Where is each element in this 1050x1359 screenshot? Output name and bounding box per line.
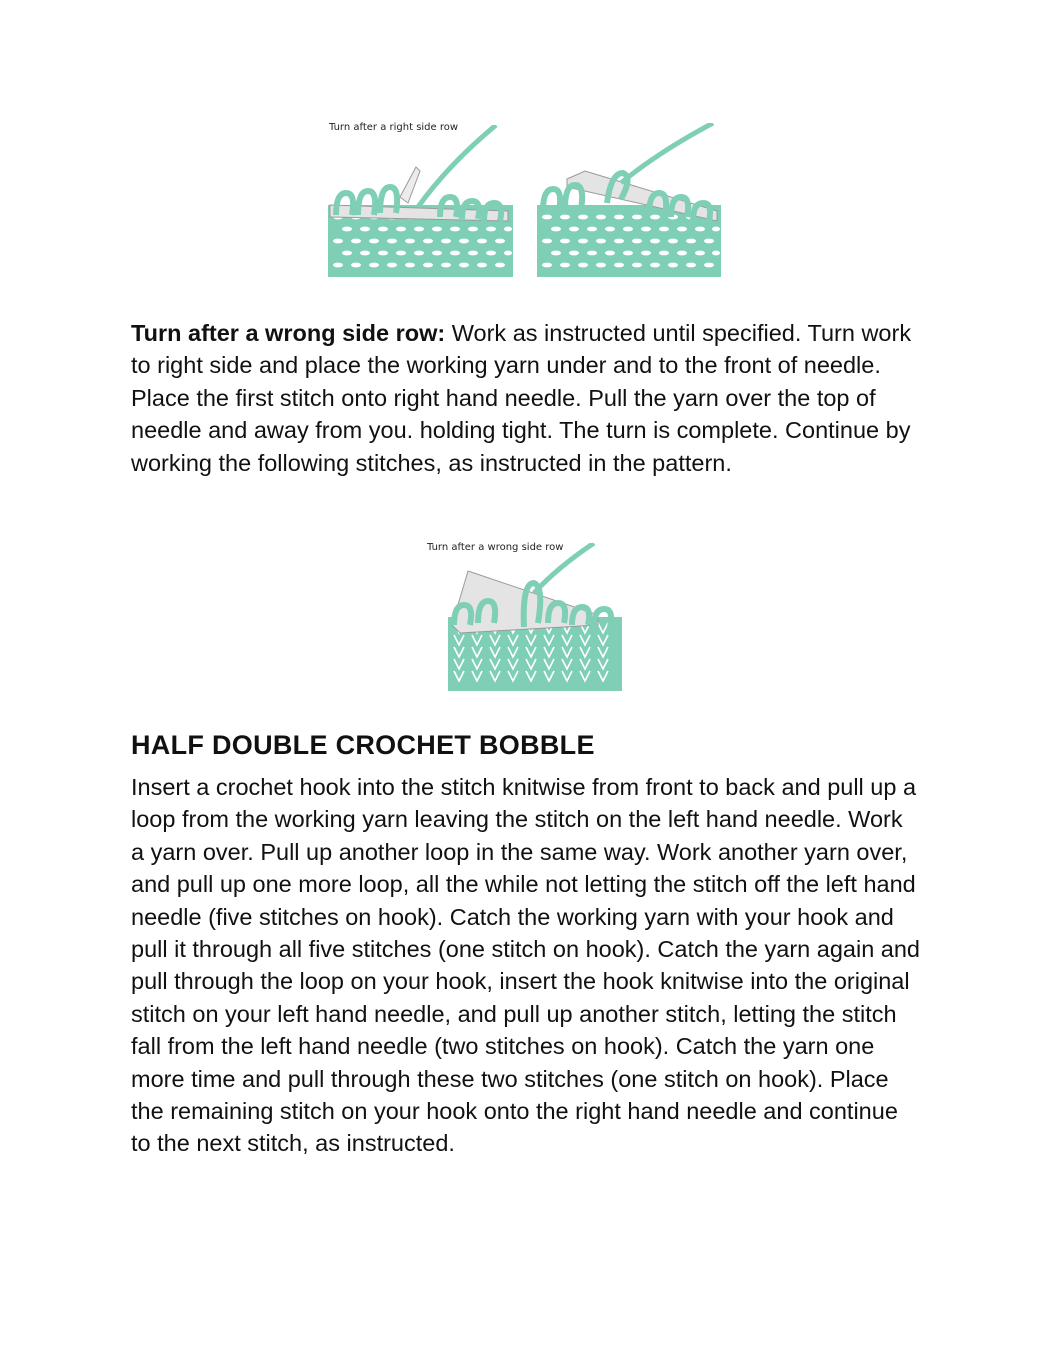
- knitting-illustration-right-side-turn-1: [328, 125, 518, 277]
- knitting-illustration-right-side-turn-2: [537, 123, 723, 277]
- section-heading-bobble: HALF DOUBLE CROCHET BOBBLE: [131, 730, 595, 760]
- wrong-side-row-body: Work as instructed until specified. Turn work to right side and place the working yarn under and to the front of needle. Place the first stitch onto right hand needle. Pull the yarn over the top of needle and away from you. holding tight. The turn is complete. Continue by working the following stitches, as instructed in the pattern.: [131, 320, 912, 476]
- wrong-side-row-paragraph: [131, 317, 931, 479]
- knitting-illustration-wrong-side-turn: [448, 543, 624, 691]
- bobble-paragraph: Insert a crochet hook into the stitch knitwise from front to back and pull up a loop from the working yarn leaving the stitch on the left hand needle. Work a yarn over. Pull up another loop in the same way. Work another yarn over, and pull up one more loop, all the while not letting the stitch off the left hand needle (five stitches on hook). Catch the working yarn with your hook and pull it through all five stitches (one stitch on hook). Catch the yarn again and pull through the loop on your hook, insert the hook knitwise into the original stitch on your left hand needle, and pull up another stitch, letting the stitch fall from the left hand needle (two stitches on hook). Catch the yarn one more time and pull through these two stitches (one stitch on hook). Place the remaining stitch on your hook onto the right hand needle and continue to the next stitch, as instructed.: [131, 774, 921, 1157]
- figure-top-caption: Turn after a right side row: [329, 122, 459, 133]
- figure-middle-caption: Turn after a wrong side row: [427, 542, 564, 553]
- wrong-side-row-lead: Turn after a wrong side row:: [131, 320, 446, 346]
